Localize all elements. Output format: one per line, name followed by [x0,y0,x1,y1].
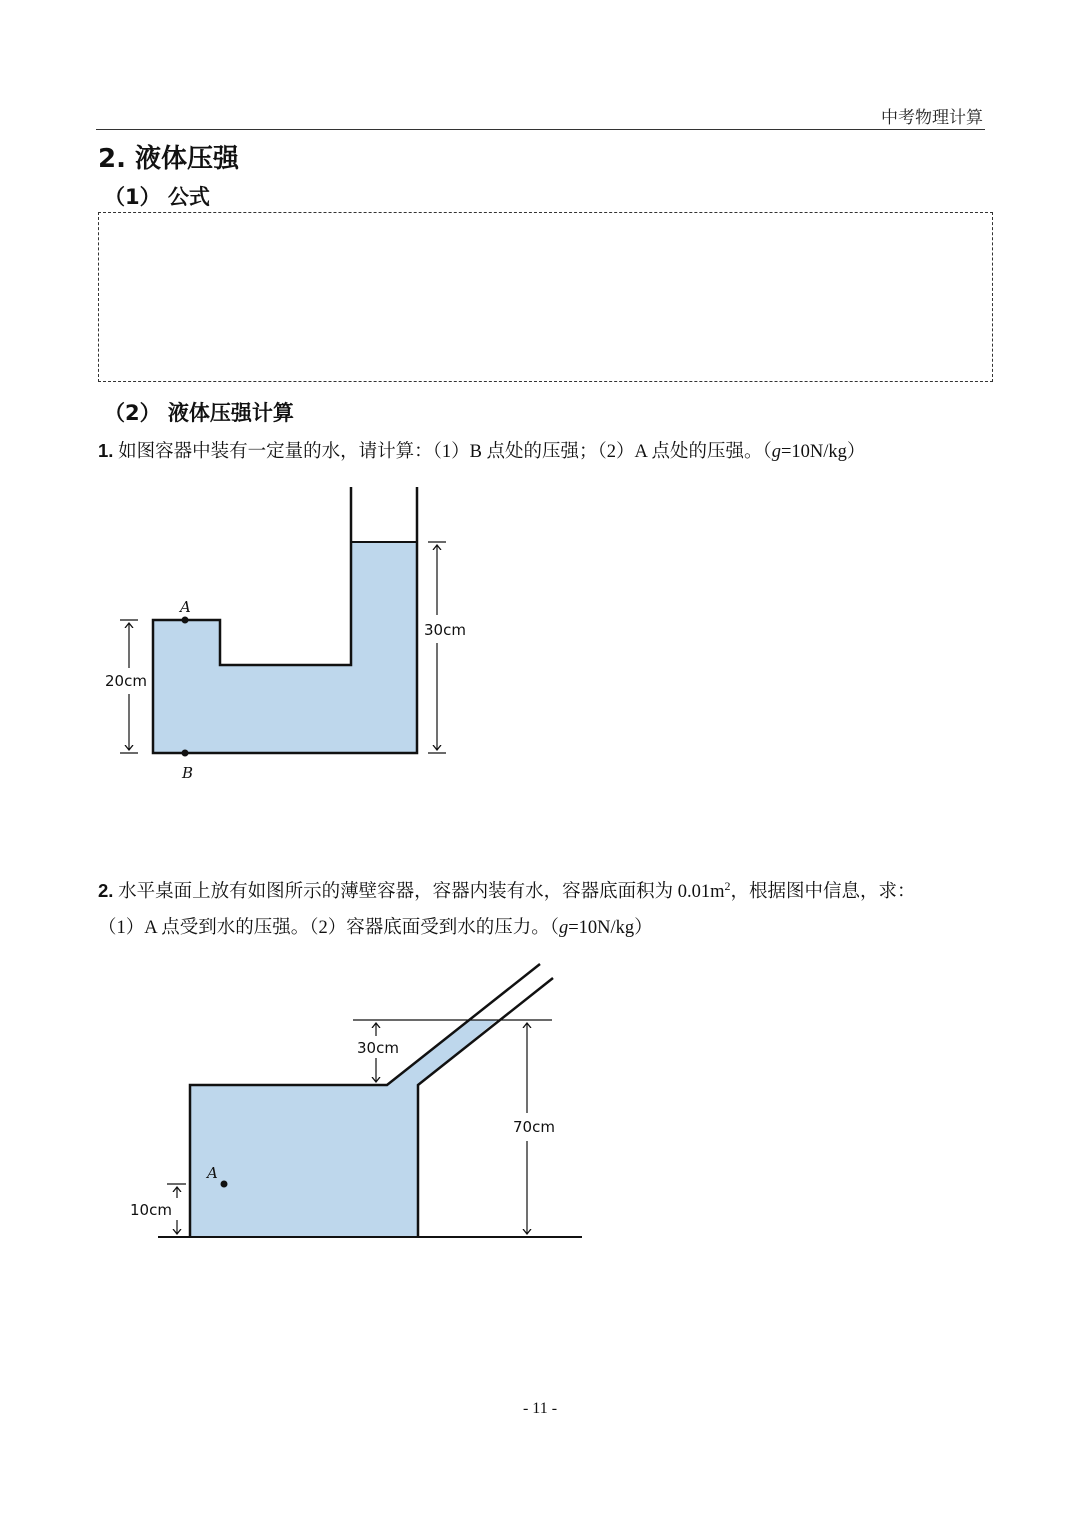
question-2-superscript: 2 [724,879,731,893]
page-number: - 11 - [522,1400,558,1417]
figure-1-label-a: A [180,598,191,616]
question-2-number: 2. [98,880,114,902]
question-1-g-value: =10N/kg） [781,442,866,462]
question-2-g-value: =10N/kg） [568,918,653,939]
figure-2-point-a [221,1181,228,1188]
question-2-text-line1-end: ，根据图中信息，求： [730,882,916,903]
figure-2-dim-left-label: 10cm [130,1201,172,1219]
header-title: 中考物理计算 [881,108,983,128]
question-1-text: 如图容器中装有一定量的水，请计算：（1）B 点处的压强；（2）A 点处的压强。（ [118,442,772,462]
question-2-text-line2: （1）A 点受到水的压强。（2）容器底面受到水的压力。（ [98,918,559,939]
figure-2-dim-top-label: 30cm [357,1039,399,1057]
figure-2-label-a: A [207,1164,218,1182]
question-1-g-symbol: g [771,442,781,462]
section-title: 2. 液体压强 [98,144,240,174]
question-2-g-symbol: g [558,918,569,939]
question-2-text-line1: 水平桌面上放有如图所示的薄壁容器，容器内装有水，容器底面积为 0.01m [118,882,725,903]
question-1-number: 1. [98,440,114,461]
subsection-formula-title: （1） 公式 [104,185,210,209]
figure-1-label-b: B [182,764,194,782]
subsection-calc-title: （2） 液体压强计算 [104,401,294,425]
figure-2-water-body [190,1020,497,1237]
figure-1-dim-left-label: 20cm [105,672,147,690]
figure-2-dim-right-label: 70cm [513,1118,555,1136]
figure-1-dim-right-label: 30cm [424,621,466,639]
